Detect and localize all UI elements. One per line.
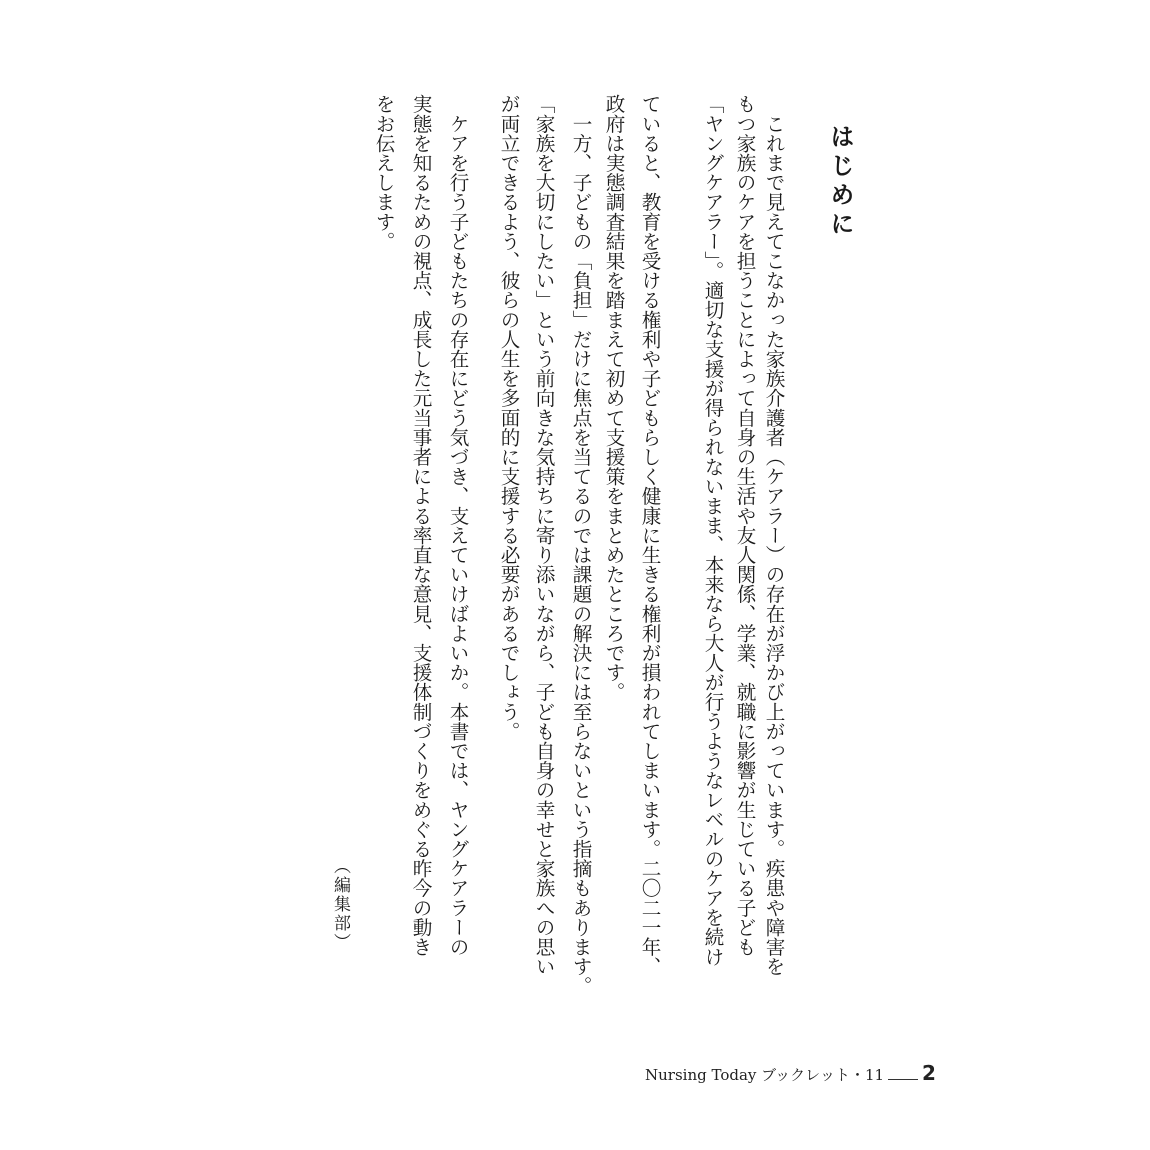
editor-signature: （編集部） [330, 857, 350, 952]
paragraph-line: 「家族を大切にしたい」という前向きな気持ちに寄り添いながら、子ども自身の幸せと家族への思い [532, 94, 555, 976]
paragraph-line: これまで見えてこなかった家族介護者（ケアラー）の存在が浮かび上がっています。疾患や障害を [762, 94, 785, 976]
paragraph-line: をお伝えします。 [372, 94, 395, 251]
paragraph-line: ていると、教育を受ける権利や子どもらしく健康に生きる権利が損われてしまいます。二〇二一年、 [638, 94, 661, 976]
series-title: Nursing Today ブックレット・11 [645, 1066, 885, 1084]
footer-dash [888, 1079, 918, 1080]
paragraph-line: 政府は実態調査結果を踏まえて初めて支援策をまとめたところです。 [602, 94, 625, 702]
page-footer [645, 1061, 936, 1085]
paragraph-line: 「ヤングケアラー」。適切な支援が得られないまま、本来なら大人が行うようなレベルのケアを続け [701, 94, 724, 967]
page-title: はじめに [826, 124, 854, 240]
paragraph-line: 一方、子どもの「負担」だけに焦点を当てるのでは課題の解決には至らないという指摘もあります。 [569, 94, 592, 996]
paragraph-line: 実態を知るための視点、成長した元当事者による率直な意見、支援体制づくりをめぐる昨今の動き [409, 94, 432, 957]
paragraph-line: もつ家族のケアを担うことによって自身の生活や友人関係、学業、就職に影響が生じている子ども [733, 94, 756, 957]
page-number: 2 [922, 1061, 936, 1085]
paragraph-line: ケアを行う子どもたちの存在にどう気づき、支えていけばよいか。本書では、ヤングケアラーの [446, 94, 469, 957]
paragraph-line: が両立できるよう、彼らの人生を多面的に支援する必要があるでしょう。 [497, 94, 520, 741]
